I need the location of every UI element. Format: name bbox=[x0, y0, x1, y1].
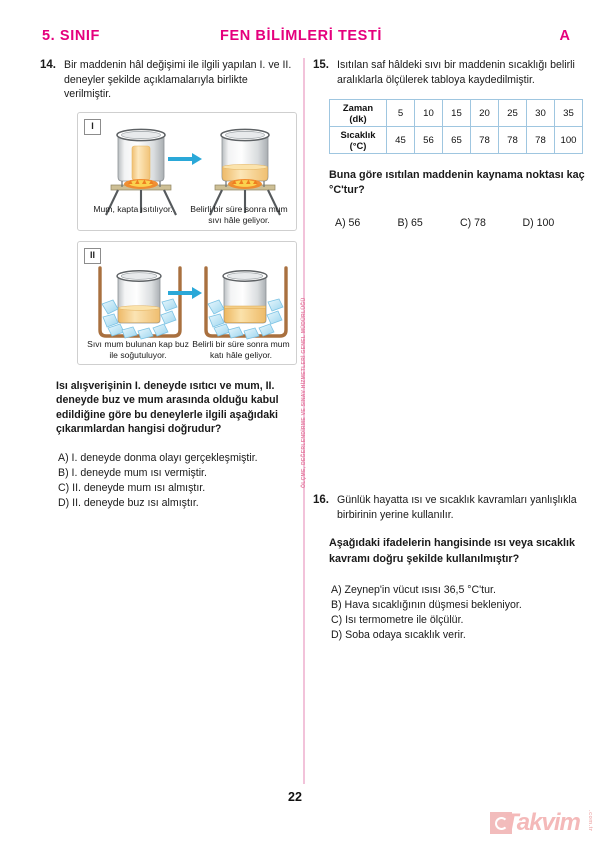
question-15-options bbox=[335, 216, 585, 231]
grade-label: 5. SINIF bbox=[42, 28, 100, 44]
figure-2-left-caption: Sıvı mum bulunan kap buz ile soğutuluyor. bbox=[87, 338, 189, 360]
option-b[interactable]: B) 65 bbox=[397, 217, 423, 230]
table-row-time bbox=[330, 100, 583, 127]
question-14 bbox=[40, 58, 296, 511]
takvim-watermark bbox=[490, 808, 594, 838]
time-cell: 25 bbox=[499, 100, 527, 127]
row-header-temp-line2: (°C) bbox=[349, 140, 367, 151]
question-15-header bbox=[313, 58, 585, 87]
question-14-number: 14. bbox=[40, 59, 56, 71]
question-16-sub-question: Aşağıdaki ifadelerin hangisinde ısı veya sıcaklık kavramı doğru şekilde kullanılmıştır? bbox=[329, 537, 576, 565]
question-15-stem: Isıtılan saf hâldeki sıvı bir maddenin sıcaklığı belirli aralıklarla ölçülerek tabloya kaydedilmiştir. bbox=[337, 59, 575, 86]
row-header-time bbox=[330, 100, 387, 127]
figure-experiment-2 bbox=[77, 241, 297, 365]
figure-experiment-1 bbox=[77, 112, 297, 231]
time-cell: 15 bbox=[443, 100, 471, 127]
ice-bath-solid-wax-illustration bbox=[196, 260, 296, 344]
figure-1-right-caption: Belirli bir süre sonra mum sıvı hâle geliyor. bbox=[190, 203, 288, 225]
watermark-domain: .com.tr bbox=[587, 810, 593, 832]
row-header-time-line2: (dk) bbox=[349, 113, 367, 124]
option-d[interactable]: D) Soba odaya sıcaklık verir. bbox=[331, 628, 466, 641]
question-16-header bbox=[313, 493, 585, 522]
figure-1-label: I bbox=[84, 119, 101, 135]
ice-bath-liquid-wax-illustration bbox=[90, 260, 190, 344]
option-a[interactable]: A) I. deneyde donma olayı gerçekleşmiştir. bbox=[58, 451, 258, 464]
temp-cell: 65 bbox=[443, 127, 471, 154]
question-16-number: 16. bbox=[313, 494, 329, 507]
option-a[interactable]: A) Zeynep'in vücut ısısı 36,5 °C'tur. bbox=[331, 583, 496, 596]
question-15-number: 15. bbox=[313, 59, 329, 71]
page-title: FEN BİLİMLERİ TESTİ bbox=[220, 28, 383, 44]
right-column bbox=[313, 58, 585, 643]
booklet-label: A bbox=[559, 28, 570, 44]
watermark-label: Takvim bbox=[504, 809, 580, 836]
time-cell: 30 bbox=[527, 100, 555, 127]
heated-beaker-solid-wax-illustration bbox=[92, 121, 192, 217]
temperature-time-table bbox=[329, 99, 583, 154]
option-d[interactable]: D) II. deneyde buz ısı almıştır. bbox=[58, 496, 199, 509]
question-14-stem: Bir maddenin hâl değişimi ile ilgili yapılan I. ve II. deneyler şekilde açıklamalarıyla birlikte verilmiştir. bbox=[64, 59, 292, 100]
question-16-stem: Günlük hayatta ısı ve sıcaklık kavramları yanlışlıkla birbirinin yerine kullanılır. bbox=[337, 494, 577, 521]
row-header-time-line1: Zaman bbox=[342, 102, 374, 113]
option-d[interactable]: D) 100 bbox=[522, 217, 555, 230]
heated-beaker-liquid-wax-illustration bbox=[196, 121, 296, 217]
option-a[interactable]: A) 56 bbox=[335, 217, 361, 230]
question-16 bbox=[313, 493, 585, 642]
time-cell: 5 bbox=[387, 100, 415, 127]
option-b[interactable]: B) I. deneyde mum ısı vermiştir. bbox=[58, 466, 207, 479]
page-number: 22 bbox=[288, 790, 302, 804]
question-15 bbox=[313, 58, 585, 231]
figure-2-right-caption: Belirli bir süre sonra mum katı hâle geliyor. bbox=[192, 338, 290, 360]
time-cell: 20 bbox=[471, 100, 499, 127]
temp-cell: 78 bbox=[499, 127, 527, 154]
sidebar-credit-text: ÖLÇME, DEĞERLENDİRME VE SINAV HİZMETLERİ GENEL MÜDÜRLÜĞÜ bbox=[301, 297, 307, 489]
temp-cell: 78 bbox=[471, 127, 499, 154]
temp-cell: 78 bbox=[527, 127, 555, 154]
row-header-temp-line1: Sıcaklık bbox=[340, 129, 376, 140]
table-row-temperature bbox=[330, 127, 583, 154]
option-b[interactable]: B) Hava sıcaklığının düşmesi bekleniyor. bbox=[331, 598, 522, 611]
option-c[interactable]: C) 78 bbox=[460, 217, 486, 230]
time-cell: 10 bbox=[415, 100, 443, 127]
question-16-options bbox=[331, 583, 585, 643]
question-14-options bbox=[58, 451, 296, 511]
figure-2-label: II bbox=[84, 248, 101, 264]
row-header-temperature bbox=[330, 127, 387, 154]
option-c[interactable]: C) Isı termometre ile ölçülür. bbox=[331, 613, 464, 626]
temp-cell: 56 bbox=[415, 127, 443, 154]
page-header bbox=[40, 28, 570, 50]
question-14-header bbox=[40, 58, 296, 102]
question-15-sub-question: Buna göre ısıtılan maddenin kaynama noktası kaç °C'tur? bbox=[329, 169, 585, 197]
time-cell: 35 bbox=[555, 100, 583, 127]
left-column bbox=[40, 58, 296, 511]
temp-cell: 45 bbox=[387, 127, 415, 154]
option-c[interactable]: C) II. deneyde mum ısı almıştır. bbox=[58, 481, 206, 494]
question-14-sub-question: Isı alışverişinin I. deneyde ısıtıcı ve mum, II. deneyde buz ve mum arasında olduğu kabul edildiğine göre bu deneylerle ilgili aşağıdaki çıkarımlardan hangisi doğrudur? bbox=[56, 379, 279, 435]
figure-1-left-caption: Mum, kapta ısıtılıyor. bbox=[93, 203, 173, 214]
temp-cell: 100 bbox=[555, 127, 583, 154]
